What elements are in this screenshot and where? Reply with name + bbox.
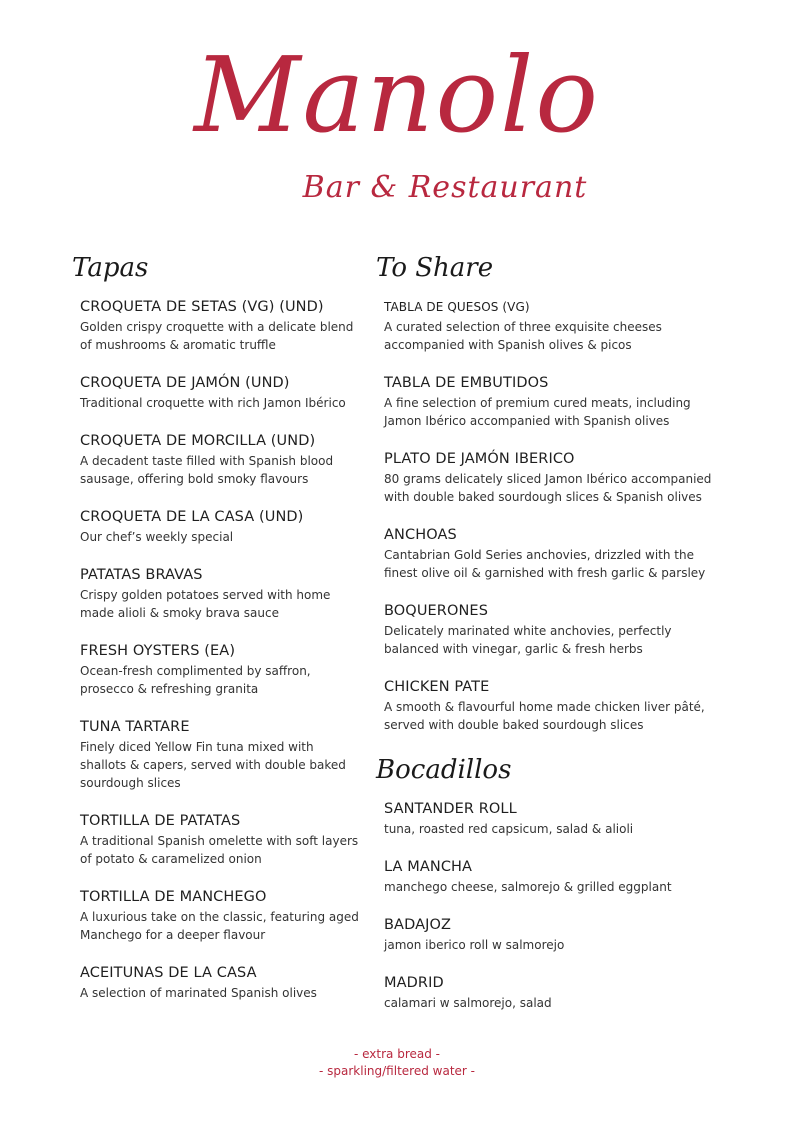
menu-item-description: A smooth & flavourful home made chicken liver pâté, served with double baked sourdough slices [384, 700, 705, 732]
menu-item-name: BADAJOZ [384, 917, 452, 933]
menu-item [80, 718, 362, 792]
footer-water: - sparkling/filtered water - [319, 1064, 475, 1078]
menu-item [80, 374, 362, 412]
footer-notes [0, 1046, 794, 1080]
menu-item-name: MADRID [384, 975, 444, 991]
menu-item-name: PATATAS BRAVAS [80, 567, 203, 583]
menu-item-description: Golden crispy croquette with a delicate blend of mushrooms & aromatic truffle [80, 320, 354, 352]
menu-item [384, 800, 724, 838]
menu-item-name: CROQUETA DE JAMÓN (UND) [80, 375, 290, 391]
menu-item-name: SANTANDER ROLL [384, 801, 517, 817]
menu-item-description: Finely diced Yellow Fin tuna mixed with shallots & capers, served with double baked sourdough slices [80, 740, 346, 790]
menu-item-description: A curated selection of three exquisite cheeses accompanied with Spanish olives & picos [384, 320, 662, 352]
menu-item [384, 526, 724, 582]
tapas-title: Tapas [72, 253, 149, 283]
menu-item-name: BOQUERONES [384, 603, 488, 619]
menu-item-description: A traditional Spanish omelette with soft layers of potato & caramelized onion [80, 834, 359, 866]
menu-item [384, 858, 724, 896]
menu-item [384, 298, 724, 354]
right-column [376, 248, 724, 1032]
menu-item-name: CHICKEN PATE [384, 679, 490, 695]
menu-item [384, 450, 724, 506]
menu-item [80, 566, 362, 622]
menu-item [80, 298, 362, 354]
menu-item-name: PLATO DE JAMÓN IBERICO [384, 451, 575, 467]
menu-item-name: CROQUETA DE MORCILLA (UND) [80, 433, 316, 449]
logo-name: Manolo [194, 34, 600, 156]
menu-item [80, 432, 362, 488]
menu-item [80, 888, 362, 944]
menu-item [80, 642, 362, 698]
tapas-column [72, 248, 362, 1022]
menu-item [384, 974, 724, 1012]
menu-item-description: A decadent taste filled with Spanish blood sausage, offering bold smoky flavours [80, 454, 334, 486]
menu-item-name: FRESH OYSTERS (EA) [80, 643, 236, 659]
menu-item-description: Traditional croquette with rich Jamon Ibérico [80, 396, 346, 410]
menu-item-name: TORTILLA DE PATATAS [80, 813, 241, 829]
menu-item-name: ANCHOAS [384, 527, 457, 543]
menu-item-name: CROQUETA DE SETAS (VG) (UND) [80, 299, 324, 315]
menu-item-description: manchego cheese, salmorejo & grilled eggplant [384, 880, 672, 894]
to-share-title: To Share [376, 253, 494, 283]
menu-item-description: Crispy golden potatoes served with home made alioli & smoky brava sauce [80, 588, 331, 620]
menu-item-description: Cantabrian Gold Series anchovies, drizzled with the finest olive oil & garnished with fresh garlic & parsley [384, 548, 706, 580]
to-share-list [384, 298, 724, 734]
menu-item-name: CROQUETA DE LA CASA (UND) [80, 509, 304, 525]
menu-item [384, 602, 724, 658]
menu-item [80, 508, 362, 546]
menu-item [80, 812, 362, 868]
menu-item-name: TORTILLA DE MANCHEGO [80, 889, 267, 905]
menu-item-name: TABLA DE EMBUTIDOS [384, 375, 549, 391]
menu-item-description: 80 grams delicately sliced Jamon Ibérico accompanied with double baked sourdough slices & Spanish olives [384, 472, 712, 504]
menu-item [80, 964, 362, 1002]
menu-item [384, 678, 724, 734]
footer-extra-bread: - extra bread - [353, 1047, 440, 1061]
menu-item-description: A luxurious take on the classic, featuring aged Manchego for a deeper flavour [80, 910, 359, 942]
menu-item-name: ACEITUNAS DE LA CASA [80, 965, 257, 981]
tapas-list [80, 298, 362, 1002]
bocadillos-list [384, 800, 724, 1012]
menu-item-description: calamari w salmorejo, salad [384, 996, 552, 1010]
menu-item-description: A fine selection of premium cured meats, including Jamon Ibérico accompanied with Spanish olives [384, 396, 691, 428]
menu-item-description: Our chef’s weekly special [80, 530, 234, 544]
menu-item-description: Ocean-fresh complimented by saffron, prosecco & refreshing granita [80, 664, 311, 696]
menu-item-description: jamon iberico roll w salmorejo [384, 938, 565, 952]
restaurant-logo [0, 30, 794, 208]
menu-item-name: TUNA TARTARE [80, 719, 190, 735]
menu-item-description: Delicately marinated white anchovies, perfectly balanced with vinegar, garlic & fresh herbs [384, 624, 672, 656]
menu-item-description: A selection of marinated Spanish olives [80, 986, 317, 1000]
menu-item [384, 916, 724, 954]
menu-item-description: tuna, roasted red capsicum, salad & alioli [384, 822, 634, 836]
logo-subtitle: Bar & Restaurant [302, 170, 588, 205]
menu-item-name: LA MANCHA [384, 859, 473, 875]
menu-item [384, 374, 724, 430]
menu-item-name: TABLA DE QUESOS (VG) [384, 300, 530, 314]
bocadillos-title: Bocadillos [376, 755, 512, 785]
